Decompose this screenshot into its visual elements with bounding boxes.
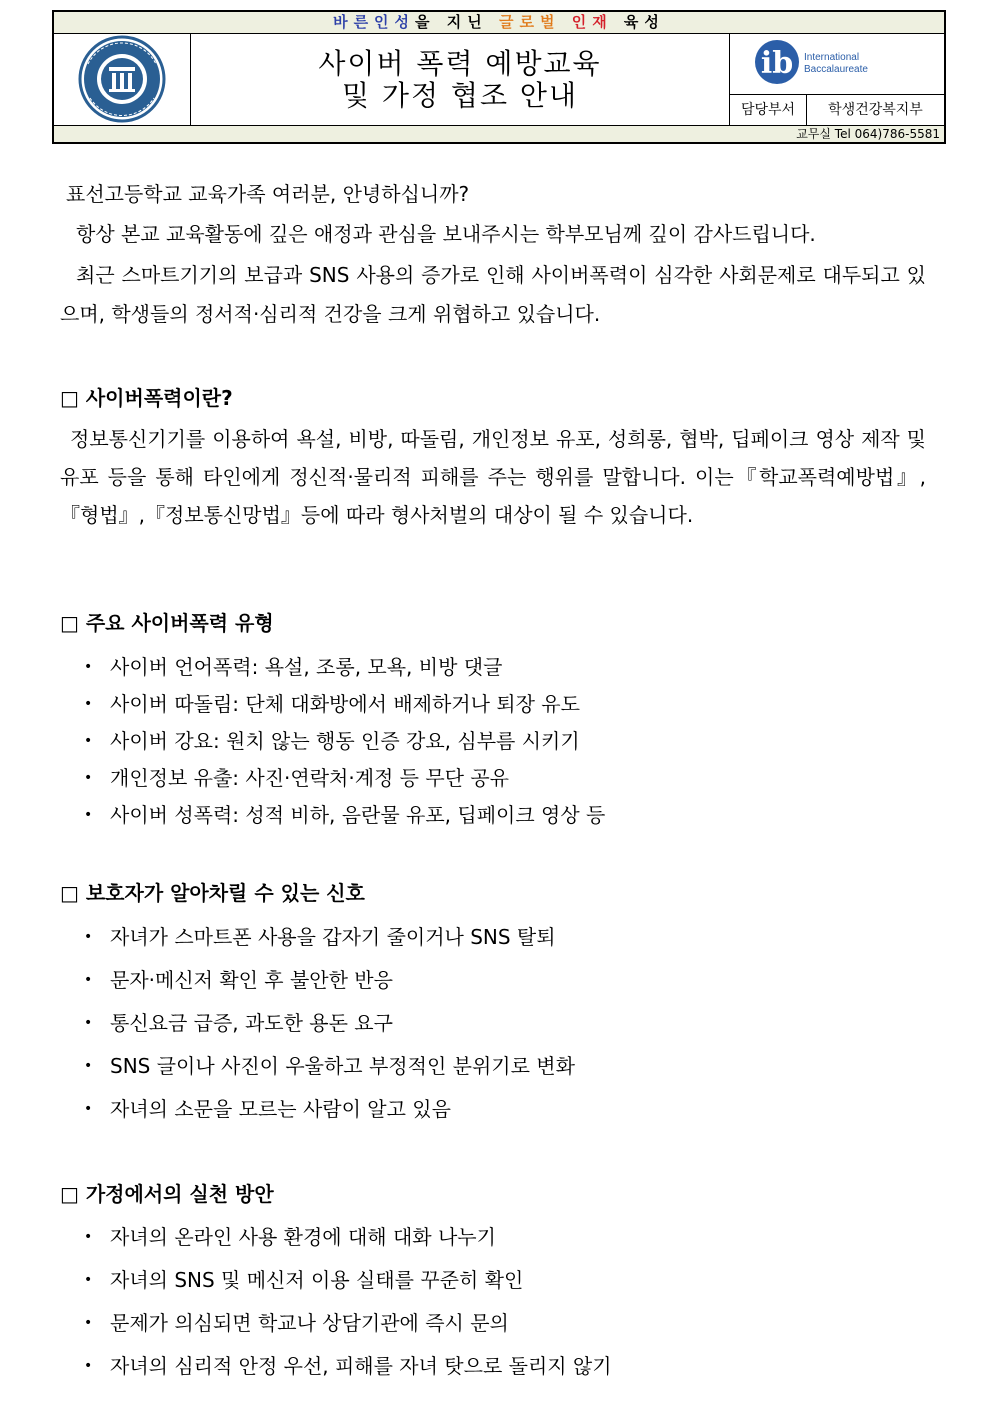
bullet-icon: • xyxy=(84,1315,93,1331)
list-item: • 자녀가 스마트폰 사용을 갑자기 줄이거나 SNS 탈퇴 xyxy=(84,925,556,949)
document-title-line1: 사이버 폭력 예방교육 xyxy=(318,47,602,80)
list-item: • 자녀의 심리적 안정 우선, 피해를 자녀 탓으로 돌리지 않기 xyxy=(84,1354,612,1378)
list-item: • 자녀의 소문을 모르는 사람이 알고 있음 xyxy=(84,1097,451,1121)
bullet-icon: • xyxy=(84,1101,93,1117)
svg-text:ib: ib xyxy=(760,46,794,81)
document-title-line2: 및 가정 협조 안내 xyxy=(341,79,579,112)
list-item: • 개인정보 유출: 사진·연락처·계정 등 무단 공유 xyxy=(84,766,509,790)
bullet-icon: • xyxy=(84,733,93,749)
motto-part1: 바른인성 xyxy=(333,13,416,31)
school-motto xyxy=(54,12,944,34)
list-item: • 문자·메신저 확인 후 불안한 반응 xyxy=(84,968,393,992)
bullet-icon: • xyxy=(84,1015,93,1031)
list-item: • 자녀의 SNS 및 메신저 이용 실태를 꾸준히 확인 xyxy=(84,1268,524,1292)
bullet-icon: • xyxy=(84,929,93,945)
motto-part2: 을 지닌 xyxy=(415,13,488,31)
school-logo-icon xyxy=(54,34,190,125)
list-item: • 통신요금 급증, 과도한 용돈 요구 xyxy=(84,1011,393,1035)
list-item: • 사이버 따돌림: 단체 대화방에서 배제하거나 퇴장 유도 xyxy=(84,692,580,716)
title-cell xyxy=(191,34,730,125)
bullet-icon: • xyxy=(84,1058,93,1074)
bullet-icon: • xyxy=(84,659,93,675)
bullet-icon: • xyxy=(84,1358,93,1374)
svg-text:Baccalaureate: Baccalaureate xyxy=(804,64,868,75)
school-logo-cell xyxy=(54,34,191,125)
intro-greeting: 표선고등학교 교육가족 여러분, 안녕하십니까? xyxy=(66,182,470,206)
ib-logo-cell xyxy=(730,34,944,95)
list-item: • 사이버 언어폭력: 욕설, 조롱, 모욕, 비방 댓글 xyxy=(84,655,503,679)
bullet-icon: • xyxy=(84,696,93,712)
intro-thanks: 항상 본교 교육활동에 깊은 애정과 관심을 보내주시는 학부모님께 깊이 감사드립니다. xyxy=(76,222,816,246)
bullet-icon: • xyxy=(84,770,93,786)
list-item: • 사이버 강요: 원치 않는 행동 인증 강요, 심부름 시키기 xyxy=(84,729,580,753)
list-item: • 사이버 성폭력: 성적 비하, 음란물 유포, 딥페이크 영상 등 xyxy=(84,803,606,827)
department-value: 학생건강복지부 xyxy=(828,102,923,118)
bullet-icon: • xyxy=(84,807,93,823)
svg-text:International: International xyxy=(804,52,860,63)
ib-logo-icon xyxy=(730,34,944,94)
section1-body: 정보통신기기를 이용하여 욕설, 비방, 따돌림, 개인정보 유포, 성희롱, 협박, 딥페이크 영상 제작 및 유포 등을 통해 타인에게 정신적·물리적 피해를 주는 행위를 말합니다. 이는『학교폭력예방법』,『형법』,『정보통신망법』등에 따라 형사처벌의 대상이 될 수 있습니다. xyxy=(60,427,926,527)
contact-info: 교무실 Tel 064)786-5581 xyxy=(54,125,944,142)
list-item: • SNS 글이나 사진이 우울하고 부정적인 분위기로 변화 xyxy=(84,1054,575,1078)
intro-context: 최근 스마트기기의 보급과 SNS 사용의 증가로 인해 사이버폭력이 심각한 사회문제로 대두되고 있으며, 학생들의 정서적·심리적 건강을 크게 위협하고 있습니다. xyxy=(60,263,926,326)
section4-heading: □ 가정에서의 실천 방안 xyxy=(60,1182,274,1206)
section1-heading: □ 사이버폭력이란? xyxy=(60,386,233,410)
motto-part3: 글로벌 xyxy=(498,13,561,31)
list-item: • 자녀의 온라인 사용 환경에 대해 대화 나누기 xyxy=(84,1225,496,1249)
list-item: • 문제가 의심되면 학교나 상담기관에 즉시 문의 xyxy=(84,1311,509,1335)
section2-heading: □ 주요 사이버폭력 유형 xyxy=(60,611,274,635)
header-table xyxy=(52,10,946,144)
bullet-icon: • xyxy=(84,1272,93,1288)
section3-heading: □ 보호자가 알아차릴 수 있는 신호 xyxy=(60,881,365,905)
motto-part5: 육성 xyxy=(623,13,665,31)
bullet-icon: • xyxy=(84,1229,93,1245)
bullet-icon: • xyxy=(84,972,93,988)
department-label: 담당부서 xyxy=(730,95,807,125)
motto-part4: 인재 xyxy=(571,13,613,31)
